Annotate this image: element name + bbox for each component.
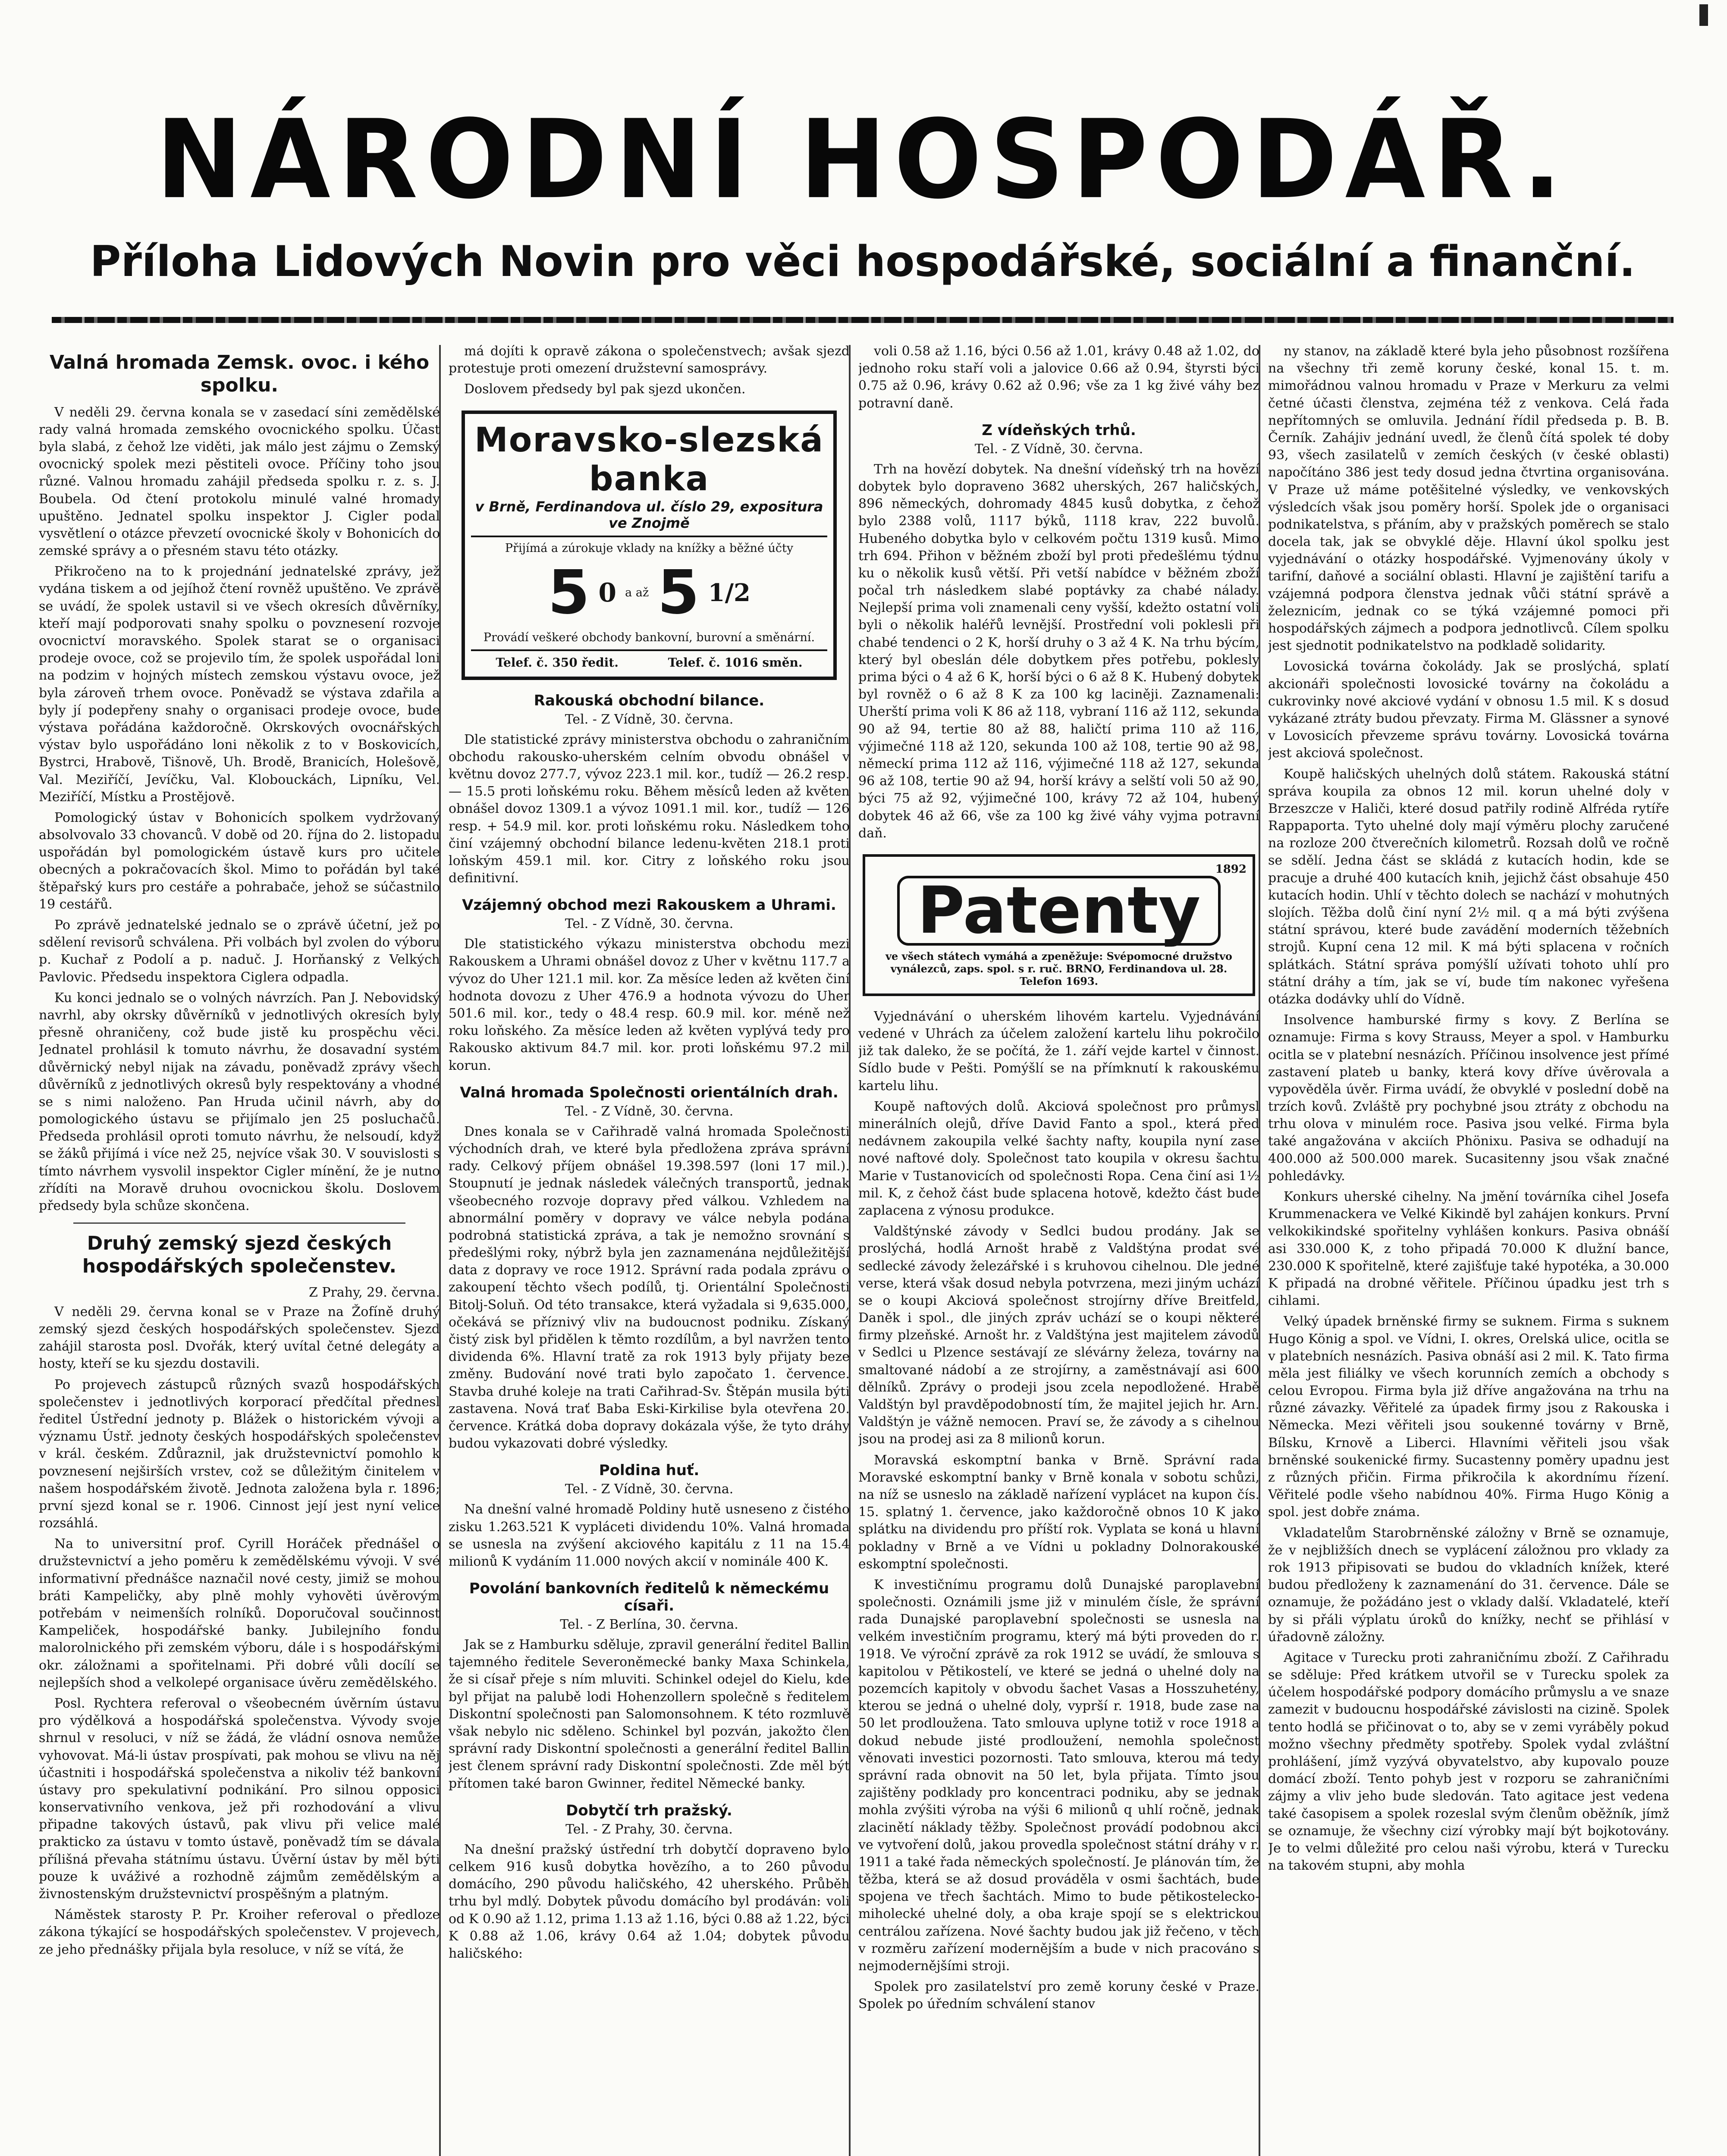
scan-mark (1699, 4, 1708, 26)
article-divider (73, 1222, 405, 1224)
article-dateline: Tel. - Z Prahy, 30. června. (565, 1821, 733, 1837)
article-paragraph: Moravská eskomptní banka v Brně. Správní rada Moravské eskomptní banky v Brně konala v sobotu schůzi, na níž se usneslo na základě nařízení vyplácet na kupon čís. 15. splatný 1. července, jako každoročně obnos 10 K jako splátku na dividendu pro příští rok. Vyplata se koná u hlavní pokladny v Brně a ve Vídni u pokladny Dolnorakouské eskomptní společnosti. (858, 1452, 1259, 1572)
bank-advertisement (462, 411, 837, 680)
rate-right-fraction: 1/2 (708, 578, 750, 607)
article-paragraph: Velký úpadek brněnské firmy se suknem. Firma s suknem Hugo König a spol. ve Vídni, I. okres, Orelská ulice, ocitla se v platebních nesnázích. Pasiva obnáší asi 2 mil. K. Tato firma měla jest filiálky ve všech korunních zemích a obchody s celou Evropou. Firma byla již dříve angažována na trhu na různé závazky. Věřitelé za úpadek firmy jsou z Rakouska i Německa. Mezi věřiteli jsou soukenné továrny v Brně, Bílsku, Krnově a Liberci. Hlavními věřiteli jsou však brněnské soukenické firmy. Sucastenny poměry upadnu jest z různých přičin. Firma přikročila k akordnímu řízení. Věřitelé podle všeho nabídnou 40%. Firma Hugo König a spol. jest dobře známa. (1268, 1314, 1669, 1520)
column-3 (858, 343, 1259, 2156)
article-dateline: Tel. - Z Berlína, 30. června. (560, 1617, 738, 1633)
rate-left-sup: 0 (598, 577, 617, 608)
article-title: Z vídeňských trhů. (982, 421, 1136, 439)
article-title: Rakouská obchodní bilance. (534, 692, 765, 709)
article-paragraph: ny stanov, na základě které byla jeho působnost rozšířena na všechny tři země koruny české, konal 15. t. m. mimořádnou valnou hromadu v Praze v Merkuru za velmi četné účasti členstva, zejména též z venkova. Celá řada nepřítomných se omluvila. Jednání řídil předseda p. B. B. Černík. Zahájiv jednání uvedl, že členů čítá spolek té doby 93, všech zasilatelů v zemích českých (v české oblasti) napočítáno 386 jest tedy dosud jedna čtvrtina organisována. V Praze už máme potěšitelné výsledky, ve venkovských výsledcích však jsou poměry horší. Spolek jde o organisaci podnikatelstva, s přáním, aby v pražských poměrech se stalo docela tak, jak se obvyklé děje. Hlavní úkol spolku jest vyjednávání o otázky hospodářské. Vyjmenovány úkoly v tarifní, daňové a sociální oblasti. Hlavní je zajištění tarifu a vzájemná podpora členstva jednak vůči státní správě a železnicím, jednak co se týká vzájemné pomoci při hospodářských zájmech a podpora jednotlivců. Cílem spolku jest sjednotit podnikatelstvo na podkladě solidarity. (1268, 344, 1669, 654)
article-paragraph: Vkladatelům Starobrněnské záložny v Brně se oznamuje, že v nejbližších dnech se vyplácení záložnou pro vklady za rok 1913 připisovati se budou do vkladních knížek, které budou předloženy k zaznamenání do 31. července. Dále se oznamuje, že požádáno jest o vklady další. Vkladatelé, kteří by si přáli výplatu úroků do knížky, nechť se přihlásí v úřadovně záložny. (1268, 1525, 1669, 1645)
article-paragraph: voli 0.58 až 1.16, býci 0.56 až 1.01, krávy 0.48 až 1.02, do jednoho roku staří voli a jalovice 0.66 až 0.94, štyrsti býci 0.75 až 0.96, krávy 0.62 až 0.96; vše za 1 kg živé váhy bez potravní daně. (858, 344, 1259, 411)
masthead-rule (52, 317, 1674, 323)
bank-services: Provádí veškeré obchody bankovní, burovní a směnární. (483, 630, 815, 644)
article-paragraph: Po zprávě jednatelské jednalo se o zprávě účetní, jež po sdělení revisorů schválena. Při volbách byl zvolen do výboru p. Kuchař z Podolí a p. naduč. J. Horňanský z Velkých Pavlovic. Předsedu inspektora Ciglera odpadla. (39, 918, 440, 985)
article-title: Vzájemný obchod mezi Rakouskem a Uhrami. (462, 896, 836, 914)
article-dateline: Tel. - Z Vídně, 30. června. (565, 711, 734, 727)
article-title: Druhý zemský sjezd českých hospodářských společenstev. (82, 1232, 397, 1278)
article-paragraph: Vyjednávání o uherském lihovém kartelu. Vyjednávání vedené v Uhrách za účelem založení kartelu lihu pokročilo již tak daleko, že se počítá, že 1. září vejde kartel v činnost. Sídlo bude v Pešti. Pomýšlí se na přímknutí k rakouskému kartelu lihu. (858, 1009, 1259, 1094)
rate-left: 5 (548, 557, 590, 628)
article-paragraph: Pomologický ústav v Bohonicích spolkem vydržovaný absolvovalo 33 chovanců. V době od 20. října do 2. listopadu uspořádán byl pomologickém ústavě kurs pro učitele obecných a pokračovacích škol. Mimo to pořádán byl také štěpařský kurs pro cestáře a pohrabače, jehož se súčastnilo 19 cestářů. (39, 810, 440, 912)
masthead (65, 96, 1661, 286)
bank-phone-2: Telef. č. 1016 směn. (668, 655, 803, 670)
article-paragraph: Koupě haličských uhelných dolů státem. Rakouská státní správa koupila za obnos 12 mil. korun uhelné doly v Brzeszcze v Haliči, které dosud patřily rodině Alfréda rytíře Rappaporta. Tyto uhelné doly mají výměru plochy zaručené na rozloze 200 čtverečních kilometrů. Rozsah dolů ve ročně se sdělí. Jedna část se skládá z kutacích hodin, kde se pracuje a druhé 400 kutacích knih, jejichž část obsahuje 450 kutacích hodin. Uhlí v těchto dolech se nachází v mohutných slojích. Těžba dolů činí nyní 2½ mil. q a má býti zvýšena státní správou, které bude zavádění moderních těžebních strojů. Kupní cena 12 mil. K má býti splacena v ročních splátkách. Státní správa pomýšlí užívati tohoto uhlí pro státní dráhy a tím, jak se ví, bude tím nakonec vyřešena otázka dodávky uhlí do Vídně. (1268, 766, 1669, 1007)
newspaper-title: NÁRODNÍ HOSPODÁŘ. (156, 96, 1570, 223)
article-paragraph: Insolvence hamburské firmy s kovy. Z Berlína se oznamuje: Firma s kovy Strauss, Meyer a spol. v Hamburku ocitla se v platební nesnázích. Příčinou insolvence jest přímé zastavení plateb u banky, která kovy dříve úvěrovala a vypověděla úvěr. Firma uvádí, že obvyklé v poslední době na trzích kovů. Zvláště pry pochybné jsou ztráty z obchodu na trhu olova v minulém roce. Pasiva jsou velké. Firma byla také angažována v akciích Phönixu. Pasiva se odhadují na 400.000 až 500.000 marek. Sucasitenny jsou však značné pohledávky. (1268, 1012, 1669, 1184)
article-title: Valná hromada Společnosti orientálních drah. (460, 1084, 838, 1101)
column-1 (39, 343, 440, 2156)
article-paragraph: Lovosická továrna čokolády. Jak se proslýchá, splatí akcionáři společnosti lovosické továrny na čokoládu a cukrovinky nové akciové vydání v obnosu 1.5 mil. K s dosud vykázané ztráty budou převzaty. Firma M. Glässner a synové v Lovosicích převzeme správu továrny. Lovosická továrna jest akciová společnost. (1268, 659, 1669, 761)
article-paragraph: Ku konci jednalo se o volných návrzích. Pan J. Nebovidský navrhl, aby okrsky důvěrníků v jednotlivých okresích byly přesně ohraničeny, což bude jistě ku prospěchu věci. Jednatel prohlásil k tomuto návrhu, že dosavadní systém důvěrnický nebyl nijak na závadu, poněvadž zprávy všech důvěrníků z jednotlivých okresů byly respektovány a vhodné se s nimi naloženo. Pan Hruda učinil návrh, aby do pomologického ústavu se přijímalo jen 25 posluchačů. Předseda prohlásil oproti tomuto návrhu, že nelsoudí, když se žáků přijímá i více než 25, nejvíce však 30. V souvislosti s tímto návrhem vysvolil inspektor Cigler mínění, že je nutno zřídíti na Moravě druhou ovocnickou školu. Doslovem předsedy byla schůze skončena. (39, 990, 440, 1214)
article-paragraph: Náměstek starosty P. Pr. Kroiher referoval o předloze zákona týkající se hospodářských společenstev. V projevech, ze jeho přednášky přijala byla resoluce, v níž se vítá, že (39, 1907, 440, 1957)
column-2 (449, 343, 850, 2156)
article-dateline: Tel. - Z Vídně, 30. června. (565, 916, 734, 932)
bank-rate (471, 557, 827, 628)
article-paragraph: Doslovem předsedy byl pak sjezd ukončen. (464, 382, 746, 397)
article-title: Dobytčí trh pražský. (566, 1802, 732, 1819)
article-title: Poldina huť. (599, 1462, 700, 1479)
article-paragraph: Agitace v Turecku proti zahraničnímu zboží. Z Cařihradu se sděluje: Před krátkem utvořil se v Turecku spolek za účelem hospodářské podpory domácího průmyslu a ve snaze zamezit v budoucnu hospodářské závislosti na cizině. Spolek tento hodlá se přičinovat o to, aby se v zemi vyráběly pokud možno všechny předměty spotřeby. Spolek vydal zvláštní prohlášení, jímž vyzývá obyvatelstvo, aby kupovalo pouze domácí zboží. Tento pohyb jest v rozporu se zahraničními zájmy a vliv jeho bude sledován. Tato agitace jest vedena také časopisem a spolek rozeslal svým členům oběžník, jímž se oznamuje, že všechny cizí výrobky mají být bojkotovány. Je to velmi důležité pro celou naši výrobu, která v Turecku na takovém stupni, aby mohla (1268, 1650, 1669, 1874)
patents-title: Patenty (897, 876, 1221, 946)
article-paragraph: Přikročeno na to k projednání jednatelské zprávy, jež vydána tiskem a od jejíhož čtení rovněž upuštěno. Ve zprávě se uvádí, že spolek ustavil si ve všech okresích důvěrníky, kteří mají podporovati snahy spolku o povznesení rozvoje ovocnictví moravského. Spolek starat se o organisaci prodeje ovoce, což se projevilo tím, že spolek uspořádal loni na podzim v hojných místech zemskou výstavu ovoce, jež byla zároveň trhem ovoce. Poněvadž se výstava zdařila a byly jí podepřeny snahy o organisaci prodeje ovoce, bude výstava pořádána každoročně. Okrskových ovocnářských výstav bylo uspořádáno loni několik z to v Boskovicích, Bystrci, Hrabově, Tišnově, Uh. Brodě, Branicích, Holešově, Val. Meziříčí, Jevíčku, Val. Klobouckách, Lipníku, Vel. Meziříčí, Místku a Prostějově. (39, 564, 440, 805)
article-paragraph: Posl. Rychtera referoval o všeobecném úvěrním ústavu pro výdělková a hospodářská společenstva. Vývody svoje shrnul v resoluci, v níž se žádá, že vládní osnova nemůže vyhovovat. Má-li ústav prospívati, pak mohou se vlivu na něj účastniti i hospodářská společenstva a nikoliv též bankovní ústavy pro spekulativní podnikání. Pro silnou opposici konservativního venkova, jež při rozhodování a vlivu připadne takových ústavů, pak vlivu při velice malé prakticko za ústavu v tomto ústavě, poněvadž tím se dávala přílišná převaha státnímu ústavu. Úvěrní ústav by měl býti pouze k uváživé a rozhodně zájmům zemědělským a živnostenským družstevnictví prospěšným a platným. (39, 1695, 440, 1902)
article-paragraph: Trh na hovězí dobytek. Na dnešní vídeňský trh na hovězí dobytek bylo dopraveno 3682 uherských, 267 haličských, 896 německých, dohromady 4845 kusů dobytka, z čehož bylo 2388 volů, 1117 býků, 1118 krav, 222 buvolů. Hubeného dobytka bylo v celkovém počtu 1319 kusů. Mimo trh 694. Přihon v běžném zboží byl proti předešlému týdnu ku o několik kusů větší. Při vetší nabídce v běžném zboží počal trh následkem slabé poptávky za chabé nálady. Nejlepší prima voli znamenali ceny vyšší, kdežto ostatní voli byli o několik haléřů levnější. Prostřední voli poklesli při chabé tendenci o 2 K, horší druhy o 3 až 4 K. Na trhu býcím, který byl obeslán déle dobytkem přes potřebu, poklesly prima býci o 4 až 6 K, horší býci o 6 až 8 K. Hubený dobytek byl rovněž o 6 až 8 K za 100 kg laciněji. Zaznamenali: Uherští prima voli K 86 až 118, vybraní 116 až 112, sekunda 90 až 94, tertie 80 až 88, haličtí prima 110 až 116, výjimečné 118 až 120, sekunda 100 až 108, tertie 90 až 98, německí prima 112 až 116, výjimečné 118 až 127, sekunda 96 až 108, tertie 90 až 94, horší krávy a selští voli 50 až 90, býci 75 až 92, výjimečné 100, krávy 72 až 104, hubený dobytek 46 až 66, vše za 100 kg živé váhy vyjma potravní daň. (858, 461, 1259, 841)
article-paragraph: Dle statistické zprávy ministerstva obchodu o zahraničním obchodu rakousko-uherském celním obvodu obnášel v květnu dovoz 277.7, vývoz 223.1 mil. kor., tudíž — 26.2 resp. — 15.5 proti loňskému roku. Během měsíců leden až květen obnášel dovoz 1309.1 a vývoz 1091.1 mil. kor., tudíž — 126 resp. + 54.9 mil. kor. proti loňskému roku. Následkem toho činí vzájemný obchodní bilance ledenu-květen 218.1 proti loňským 459.1 mil. kor. Citry z loňského roku jsou definitivní. (449, 732, 850, 886)
article-paragraph: V neděli 29. června konala se v zasedací síni zemědělské rady valná hromada zemského ovocnického spolku. Účast byla slabá, z čehož lze viděti, jak málo jest zájmu o Zemský ovocnický spolek mezi pěstiteli ovoce. Příčiny toho jsou různé. Valnou hromadu zahájil předseda spolku r. z. s. J. Boubela. Od čtení protokolu minulé valné hromady upuštěno. Jednatel spolku inspektor J. Cigler podal vysvětlení o otázce převzetí ovocnické školy v Bohonicích do zemské správy a o přesném stavu této otázky. (39, 404, 440, 559)
bank-phone-1: Telef. č. 350 ředit. (496, 655, 619, 670)
bank-phones (471, 649, 827, 670)
patents-advertisement (863, 854, 1255, 996)
article-title: Povolání bankovních ředitelů k německému císaři. (469, 1580, 829, 1615)
article-title: Valná hromada Zemsk. ovoc. i kého spolku. (49, 351, 430, 396)
article-paragraph: K investičnímu programu dolů Dunajské paroplavební společnosti. Oznámili jsme již v minulém čísle, že správní rada Dunajské paroplavební společnosti se usnesla na velkém investičním programu, který má býti proveden do r. 1918. Ve výroční zprávě za rok 1912 se uvádí, že smlouva s kapitolou v Pětikostelí, ve které se jedná o uhelné doly na pozemcích kapitoly v obvodu šachet Vasas a Hosszuhetény, kterou se jedná o uhelné doly, vyprší r. 1918, bude zase na 50 let prodloužena. Tato smlouva uplyne totiž v roce 1918 a dokud nebude jisté prodloužení, nemohla společnost věnovati investici pozornosti. Tato smlouva, kterou má tedy správní rada obnovit na 50 let, byla přijata. Tímto jsou zajištěny podklady pro koncentraci podniku, aby se jednak mohla zvýšiti výroba na výši 6 milionů q uhlí ročně, jednak zlacinětí náklady těžby. Společnost provádí podobnou akci ve vytvoření dolů, jakou provedla společnost státní dráhy v r. 1911 a také řada německých společností. Je plánován tím, že těžba, která se až dosud prováděla v osmi šachtách, bude spojena ve třech šachtách. Mimo to bude pětikostelecko-miholecké uhelné doly, a oba kraje spojí se s elektrickou centrálou zařízena. Nové šachty budou jak již řečeno, v těch v rozměru zařízení modernějším a bude v nich pracováno s nejmodernějšími stroji. (858, 1577, 1259, 1974)
bank-lead: Přijímá a zúrokuje vklady na knížky a běžné účty (505, 541, 794, 555)
article-paragraph: V neděli 29. června konal se v Praze na Žofíně druhý zemský sjezd českých hospodářských společenstev. Sjezd zahájil starosta posl. Dvořák, který uvítal četné delegáty a hosty, kteří se ku sjezdu dostavili. (39, 1304, 440, 1372)
patents-text: ve všech státech vymáhá a zpeněžuje: Svépomocné družstvo vynálezců, zaps. spol. s r. ruč. BRNO, Ferdinandova ul. 28. Telefon 1693. (885, 950, 1232, 987)
article-paragraph: Po projevech zástupců různých svazů hospodářských společenstev i jednotlivých korporací předčítal přednesl ředitel Ústřední jednoty p. Blážek o historickém vývoji a významu Ústř. jednoty českých hospodářských společenstev v král. českém. Zdůraznil, jak družstevnictví pomohlo k povznesení nejširších vrstev, což se důležitým činitelem v našem hospodářském životě. Jednota založena byla r. 1896; první sjezd konal se r. 1906. Cinnost její jest nyní velice rozsáhlá. (39, 1377, 440, 1531)
article-dateline: Tel. - Z Vídně, 30. června. (565, 1482, 734, 1497)
bank-name: Moravsko-slezská banka (474, 420, 824, 498)
article-paragraph: Na dnešní pražský ústřední trh dobytčí dopraveno bylo celkem 916 kusů dobytka hovězího, a to 260 původu domácího, 290 původu haličského, 42 uherského. Průběh trhu byl mdlý. Dobytek původu domácího byl prodáván: voli od K 0.90 až 1.12, prima 1.13 až 1.16, býci 0.88 až 1.22, býci K 0.88 až 1.06, krávy 0.64 až 1.04; dobytek původu haličského: (449, 1842, 850, 1961)
article-paragraph: Na to universitní prof. Cyrill Horáček přednášel o družstevnictví a jeho poměru k zemědělskému vývoji. V své informativní přednášce naznačil nové cesty, jimiž se mohou bráti Kampeličky, aby plně mohly vyhověti úvěrovým potřebám v neimenších rolníků. Doporučoval součinnost Kampeliček, hospodářské banky. Jubilejního fondu malorolnického při zemském výboru, dále i s hospodářskými okr. záložnami a spořitelnami. Při dobré vůli docílí se nejlepších shod a velkolepé organisace úvěru zemědělského. (39, 1536, 440, 1690)
article-dateline: Z Prahy, 29. června. (309, 1285, 440, 1300)
patents-year: 1892 (1215, 862, 1247, 876)
article-paragraph: Koupě naftových dolů. Akciová společnost pro průmysl minerálních olejů, dříve David Fanto a spol., která před nedávnem zakoupila velké šachty nafty, koupila nyní zase nové naftové doly. Společnost tato koupila v okresu šachtu Marie v Tustanovicích od společnosti Ropa. Cena činí asi 1½ mil. K, z čehož část bude splacena hotově, kdežto část bude zaplacena z výnosu produkce. (858, 1099, 1259, 1218)
article-paragraph: Spolek pro zasilatelství pro země koruny české v Praze. Spolek po úředním schválení stanov (858, 1979, 1259, 2012)
article-paragraph: Dle statistického výkazu ministerstva obchodu mezi Rakouskem a Uhrami obnášel dovoz z Uher v květnu 117.7 a vývoz do Uher 121.1 mil. kor. Za měsíce leden až květen činí hodnota dovozu z Uher 476.9 a hodnota vývozu do Uher 501.6 mil. kor., tedy o 48.4 resp. 60.9 mil. kor. méně než roku loňského. Za měsíce leden až květen vyplývá tedy pro Rakousko aktivum 84.7 mil. kor. proti loňskému 97.2 mil korun. (449, 937, 850, 1073)
article-dateline: Tel. - Z Vídně, 30. června. (565, 1103, 734, 1119)
article-paragraph: Valdštýnské závody v Sedlci budou prodány. Jak se proslýchá, hodlá Arnošt hrabě z Valdštýna prodat své sedlecké závody železářské i s kruhovou cihelnou. Dle jedné verse, která však dosud nebyla potvrzena, mezi jiným uchází se o koupi Akciová společnost strojírny dříve Breitfeld, Daněk i spol., dle jiných zpráv uchází se o koupi některé firmy plzeňské. Arnošt hr. z Valdštýna jest majitelem závodů v Sedlci u Plzence sestávají ze slévárny železa, továrny na smaltované nádobí a ze strojírny, a zaměstnávají asi 600 dělníků. Zprávy o prodeji jsou zcela nepodložené. Hrabě Valdštýn byl pravděpodobností tím, že majitel jejich hr. Arn. Valdštýn je vážně nemocen. Praví se, že závody a s cihelnou jsou na prodej asi za 8 milionů korun. (858, 1224, 1259, 1447)
article-paragraph: má dojíti k opravě zákona o společenstvech; avšak sjezd protestuje proti omezení družstevní samosprávy. (449, 344, 850, 376)
article-dateline: Tel. - Z Vídně, 30. června. (974, 441, 1143, 457)
article-paragraph: Konkurs uherské cihelny. Na jmění továrníka cihel Josefa Krummenackera ve Velké Kikindě byl zahájen konkurs. První velkokikindské spořitelny vyhlášen konkurs. Pasiva obnáší asi 330.000 K, z toho připadá 70.000 K dlužní bance, 230.000 K spořitelně, které zajišťuje také hypotéka, a 30.000 K připadá na drobné věřitele. Příčinou úpadku jest trh s cihlami. (1268, 1189, 1669, 1309)
bank-address: v Brně, Ferdinandova ul. číslo 29, expositura ve Znojmě (471, 498, 827, 537)
rate-right: 5 (657, 557, 700, 628)
column-4 (1268, 343, 1669, 2156)
article-paragraph: Jak se z Hamburku sděluje, zpravil generální ředitel Ballin tajemného ředitele Severoněmecké banky Maxa Schinkela, že si císař přeje s ním mluviti. Schinkel odejel do Kielu, kde byl přijat na palubě lodi Hohenzollern společně s ředitelem Diskontní společnosti pan Salomonsohnem. K této rozmluvě však nebylo nic sděleno. Schinkel byl pozván, jakožto člen správní rady Diskontní společnosti a generální ředitel Ballin jest členem správní rady Diskontní společnosti. Zde měl být přítomen také baron Gwinner, ředitel Německé banky. (449, 1637, 850, 1791)
article-paragraph: Dnes konala se v Cařihradě valná hromada Společnosti východních drah, ve které byla předložena zpráva správní rady. Celkový příjem obnášel 19.398.597 (loni 17 mil.). Stoupnutí je jednak následek válečných transportů, jednak všeobecného rozvoje dopravy před válkou. Vzhledem na abnormální poměry v dopravy ve válce nebyla podána podrobná statistická zpráva, a tak je nemožno srovnání s předešlými roky, nýbrž byla jen zaznamenána nejdůležitější data z dopravy ve roce 1912. Správní rada podala zprávu o zakoupení těchto všech podílů, tj. Orientální Společnosti Bitolj-Soluň. Od této transakce, která vyžadala si 9,635.000, očekává se příznivý vliv na budoucnost podniku. Získaný čistý zisk byl přidělen k těmto rozdílům, a byl navržen tento dividenda 6%. Hlavní tratě za rok 1913 byly přijaty beze změny. Budování nové trati bylo započato 1. července. Stavba druhé koleje na trati Cařihrad-Sv. Štěpán musila býti zastavena. Nová trať Baba Eski-Kirkilise byla otevřena 20. července. Krátká doba dopravy dokázala výše, že tyto dráhy budou vykazovati dobré výsledky. (449, 1124, 850, 1451)
article-paragraph: Na dnešní valné hromadě Poldiny hutě usneseno z čistého zisku 1.263.521 K vypláceti dividendu 10%. Valná hromada se usnesla na zvýšení akciového kapitálu z 11 na 15.4 milionů K vydáním 11.000 nových akcií v nominále 400 K. (449, 1502, 850, 1569)
rate-joint: a až (625, 586, 649, 600)
newspaper-subtitle: Příloha Lidových Novin pro věci hospodářské, sociální a finanční. (90, 237, 1636, 286)
